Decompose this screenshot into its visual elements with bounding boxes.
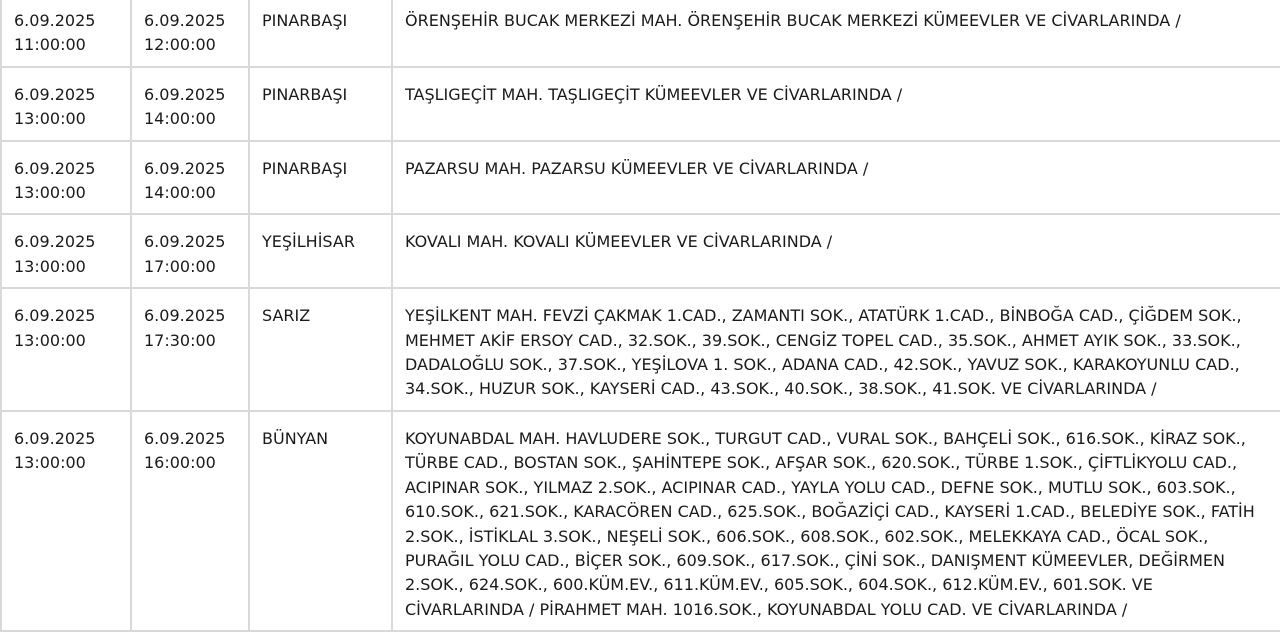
affected-area-cell: KOVALI MAH. KOVALI KÜMEEVLER VE CİVARLARINDA / <box>392 214 1280 288</box>
end-date: 6.09.2025 <box>144 158 226 178</box>
start-date: 6.09.2025 <box>14 428 96 448</box>
affected-area-cell: KOYUNABDAL MAH. HAVLUDERE SOK., TURGUT CAD., VURAL SOK., BAHÇELİ SOK., 616.SOK., KİRAZ SOK., TÜRBE CAD., BOSTAN SOK., ŞAHİNTEPE SOK., AFŞAR SOK., 620.SOK., TÜRBE 1.SOK., ÇİFTLİKYOLU CAD., ACIPINAR SOK., YILMAZ 2.SOK., ACIPINAR CAD., YAYLA YOLU CAD., DEFNE SOK., MUTLU SOK., 603.SOK., 610.SOK., 621.SOK., KARACÖREN CAD., 625.SOK., BOĞAZİÇİ CAD., KAYSERİ 1.CAD., BELEDİYE SOK., FATİH 2.SOK., İSTİKLAL 3.SOK., NEŞELİ SOK., 606.SOK., 608.SOK., 602.SOK., MELEKKAYA CAD., ÖCAL SOK., PURAĞIL YOLU CAD., BİÇER SOK., 609.SOK., 617.SOK., ÇİNİ SOK., DANIŞMENT KÜMEEVLER, DEĞİRMEN 2.SOK., 624.SOK., 600.KÜM.EV., 611.KÜM.EV., 605.SOK., 604.SOK., 612.KÜM.EV., 601.SOK. VE CİVARLARINDA / PİRAHMET MAH. 1016.SOK., KOYUNABDAL YOLU CAD. VE CİVARLARINDA / <box>392 411 1280 631</box>
district-cell: PINARBAŞI <box>249 0 392 67</box>
end-datetime-cell <box>131 67 249 141</box>
district-cell: PINARBAŞI <box>249 141 392 215</box>
start-time: 13:00:00 <box>14 183 86 203</box>
end-date: 6.09.2025 <box>144 306 226 326</box>
end-datetime-cell <box>131 288 249 411</box>
start-datetime-cell <box>1 67 131 141</box>
district-cell: BÜNYAN <box>249 411 392 631</box>
affected-area-cell: YEŞİLKENT MAH. FEVZİ ÇAKMAK 1.CAD., ZAMANTI SOK., ATATÜRK 1.CAD., BİNBOĞA CAD., ÇİĞDEM SOK., MEHMET AKİF ERSOY CAD., 32.SOK., 39.SOK., CENGİZ TOPEL CAD., 35.SOK., AHMET AYIK SOK., 33.SOK., DADALOĞLU SOK., 37.SOK., YEŞİLOVA 1. SOK., ADANA CAD., 42.SOK., YAVUZ SOK., KARAKOYUNLU CAD., 34.SOK., HUZUR SOK., KAYSERİ CAD., 43.SOK., 40.SOK., 38.SOK., 41.SOK. VE CİVARLARINDA / <box>392 288 1280 411</box>
start-time: 13:00:00 <box>14 256 86 276</box>
district-cell: SARIZ <box>249 288 392 411</box>
start-datetime-cell <box>1 411 131 631</box>
end-time: 14:00:00 <box>144 183 216 203</box>
end-time: 12:00:00 <box>144 35 216 55</box>
affected-area-cell: ÖRENŞEHİR BUCAK MERKEZİ MAH. ÖRENŞEHİR BUCAK MERKEZİ KÜMEEVLER VE CİVARLARINDA / <box>392 0 1280 67</box>
table-row <box>1 141 1280 215</box>
table-row <box>1 411 1280 631</box>
start-datetime-cell <box>1 214 131 288</box>
start-datetime-cell <box>1 141 131 215</box>
end-datetime-cell <box>131 214 249 288</box>
table-row <box>1 67 1280 141</box>
start-date: 6.09.2025 <box>14 84 96 104</box>
district-cell: YEŞİLHİSAR <box>249 214 392 288</box>
end-time: 14:00:00 <box>144 109 216 129</box>
end-time: 17:00:00 <box>144 256 216 276</box>
district-cell: PINARBAŞI <box>249 67 392 141</box>
end-date: 6.09.2025 <box>144 428 226 448</box>
end-time: 17:30:00 <box>144 330 216 350</box>
end-date: 6.09.2025 <box>144 84 226 104</box>
start-time: 13:00:00 <box>14 109 86 129</box>
start-time: 13:00:00 <box>14 453 86 473</box>
table-row <box>1 214 1280 288</box>
affected-area-cell: PAZARSU MAH. PAZARSU KÜMEEVLER VE CİVARLARINDA / <box>392 141 1280 215</box>
end-datetime-cell <box>131 0 249 67</box>
table-row <box>1 288 1280 411</box>
start-datetime-cell <box>1 0 131 67</box>
affected-area-cell: TAŞLIGEÇİT MAH. TAŞLIGEÇİT KÜMEEVLER VE CİVARLARINDA / <box>392 67 1280 141</box>
start-time: 11:00:00 <box>14 35 86 55</box>
start-date: 6.09.2025 <box>14 232 96 252</box>
start-date: 6.09.2025 <box>14 306 96 326</box>
end-date: 6.09.2025 <box>144 232 226 252</box>
end-date: 6.09.2025 <box>144 11 226 30</box>
start-date: 6.09.2025 <box>14 11 96 30</box>
end-datetime-cell <box>131 411 249 631</box>
end-time: 16:00:00 <box>144 453 216 473</box>
start-time: 13:00:00 <box>14 330 86 350</box>
start-date: 6.09.2025 <box>14 158 96 178</box>
end-datetime-cell <box>131 141 249 215</box>
start-datetime-cell <box>1 288 131 411</box>
table-row <box>1 0 1280 67</box>
